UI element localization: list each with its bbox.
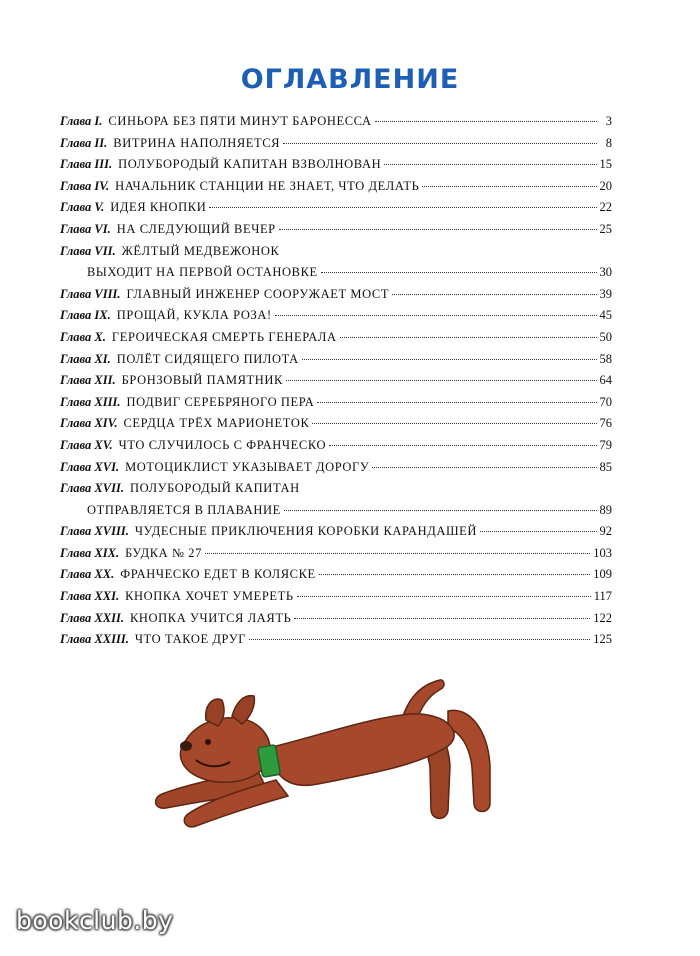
chapter-number: Глава IX. <box>60 308 111 323</box>
page-number: 8 <box>605 135 612 150</box>
page-number: 58 <box>599 351 612 366</box>
toc-entry <box>60 416 612 438</box>
toc-entry <box>60 330 612 352</box>
chapter-title: КНОПКА УЧИТСЯ ЛАЯТЬ <box>129 610 292 625</box>
chapter-title: ПОЛЁТ СИДЯЩЕГО ПИЛОТА <box>116 351 299 366</box>
page-number: 89 <box>599 502 612 517</box>
chapter-number: Глава X. <box>60 329 106 344</box>
page-number: 50 <box>599 329 612 344</box>
page-number: 3 <box>605 114 612 128</box>
toc-entry <box>60 632 612 654</box>
page-number: 15 <box>599 157 612 172</box>
chapter-title: НАЧАЛЬНИК СТАНЦИИ НЕ ЗНАЕТ, ЧТО ДЕЛАТЬ <box>115 178 420 193</box>
chapter-number: Глава IV. <box>60 178 110 193</box>
chapter-number: Глава II. <box>60 135 108 150</box>
dot-leader <box>283 143 597 144</box>
chapter-title: ЧТО ТАКОЕ ДРУГ <box>134 632 247 647</box>
toc-entry <box>60 589 612 611</box>
dot-leader <box>249 639 590 640</box>
chapter-number: Глава XXIII. <box>60 632 129 647</box>
toc-entry <box>60 373 612 395</box>
dot-leader <box>321 272 597 273</box>
toc-entry <box>60 352 612 374</box>
toc-entry <box>60 524 612 546</box>
chapter-number: Глава XVII. <box>60 481 124 496</box>
chapter-number: Глава VII. <box>60 243 116 258</box>
chapter-title-continued: ОТПРАВЛЯЕТСЯ В ПЛАВАНИЕ <box>87 502 281 517</box>
chapter-number: Глава XVI. <box>60 459 120 474</box>
toc-entry <box>60 136 612 158</box>
toc-entry <box>60 460 612 482</box>
dot-leader <box>384 164 596 165</box>
chapter-number: Глава III. <box>60 157 113 172</box>
dot-leader <box>422 186 596 187</box>
toc-entry <box>60 287 612 309</box>
toc-entry <box>60 438 612 460</box>
page-number: 103 <box>593 545 612 560</box>
toc-entry <box>60 395 612 417</box>
chapter-title: КНОПКА ХОЧЕТ УМЕРЕТЬ <box>125 589 294 604</box>
page-number: 79 <box>599 437 612 452</box>
dot-leader <box>294 618 590 619</box>
page-number: 76 <box>599 416 612 431</box>
toc-entry <box>60 179 612 201</box>
toc-entry <box>60 567 612 589</box>
chapter-title: ЧУДЕСНЫЕ ПРИКЛЮЧЕНИЯ КОРОБКИ КАРАНДАШЕЙ <box>134 524 478 539</box>
toc-entry <box>60 611 612 633</box>
dot-leader <box>480 531 596 532</box>
chapter-number: Глава XV. <box>60 437 113 452</box>
chapter-title: БУДКА № 27 <box>125 545 202 560</box>
dot-leader <box>375 121 597 122</box>
chapter-title: ПОЛУБОРОДЫЙ КАПИТАН <box>129 481 300 496</box>
dog-illustration <box>148 676 508 836</box>
toc-entry <box>60 244 612 266</box>
page-number: 20 <box>599 178 612 193</box>
dot-leader <box>329 445 596 446</box>
chapter-number: Глава V. <box>60 200 105 215</box>
page-number: 45 <box>599 308 612 323</box>
chapter-number: Глава XIX. <box>60 545 120 560</box>
chapter-title: ПРОЩАЙ, КУКЛА РОЗА! <box>116 308 272 323</box>
chapter-title: ЧТО СЛУЧИЛОСЬ С ФРАНЧЕСКО <box>118 437 327 452</box>
chapter-title-continued: ВЫХОДИТ НА ПЕРВОЙ ОСТАНОВКЕ <box>87 265 318 280</box>
chapter-number: Глава I. <box>60 114 103 128</box>
chapter-title: МОТОЦИКЛИСТ УКАЗЫВАЕТ ДОРОГУ <box>125 459 370 474</box>
page-number: 25 <box>599 221 612 236</box>
dot-leader <box>205 553 590 554</box>
page-number: 125 <box>593 632 612 647</box>
chapter-number: Глава XI. <box>60 351 111 366</box>
toc-entry <box>60 200 612 222</box>
chapter-number: Глава XVIII. <box>60 524 129 539</box>
page-number: 117 <box>593 589 612 604</box>
chapter-title: ЖЁЛТЫЙ МЕДВЕЖОНОК <box>121 243 280 258</box>
chapter-title: БРОНЗОВЫЙ ПАМЯТНИК <box>121 373 283 388</box>
toc-entry <box>60 114 612 136</box>
table-of-contents <box>60 114 612 654</box>
dot-leader <box>275 315 597 316</box>
chapter-title: ВИТРИНА НАПОЛНЯЕТСЯ <box>113 135 281 150</box>
chapter-number: Глава XXII. <box>60 610 124 625</box>
chapter-title: ИДЕЯ КНОПКИ <box>110 200 207 215</box>
page-number: 22 <box>599 200 612 215</box>
chapter-title: НА СЛЕДУЮЩИЙ ВЕЧЕР <box>116 221 276 236</box>
watermark: bookclub.by <box>16 906 174 935</box>
chapter-number: Глава XII. <box>60 373 116 388</box>
chapter-title: ПОДВИГ СЕРЕБРЯНОГО ПЕРА <box>126 394 315 409</box>
page-number: 30 <box>599 265 612 280</box>
toc-entry-continuation <box>60 265 612 287</box>
chapter-number: Глава XIV. <box>60 416 118 431</box>
dot-leader <box>284 510 597 511</box>
chapter-number: Глава VI. <box>60 221 111 236</box>
chapter-title: ПОЛУБОРОДЫЙ КАПИТАН ВЗВОЛНОВАН <box>118 157 382 172</box>
toc-entry <box>60 222 612 244</box>
toc-entry-continuation <box>60 503 612 525</box>
page-number: 109 <box>593 567 612 582</box>
page-number: 64 <box>599 373 612 388</box>
dot-leader <box>317 402 596 403</box>
chapter-number: Глава XIII. <box>60 394 121 409</box>
chapter-number: Глава XX. <box>60 567 115 582</box>
toc-entry <box>60 546 612 568</box>
dot-leader <box>312 423 596 424</box>
toc-entry <box>60 157 612 179</box>
dot-leader <box>319 574 590 575</box>
page-number: 85 <box>599 459 612 474</box>
page-number: 92 <box>599 524 612 539</box>
page-number: 39 <box>599 286 612 301</box>
chapter-title: СЕРДЦА ТРЁХ МАРИОНЕТОК <box>123 416 310 431</box>
dot-leader <box>286 380 597 381</box>
page-title: ОГЛАВЛЕНИЕ <box>240 64 460 95</box>
dot-leader <box>392 294 596 295</box>
chapter-number: Глава VIII. <box>60 286 121 301</box>
chapter-number: Глава XXI. <box>60 589 120 604</box>
toc-entry <box>60 308 612 330</box>
page-number: 70 <box>599 394 612 409</box>
dot-leader <box>340 337 597 338</box>
dot-leader <box>372 467 596 468</box>
dot-leader <box>209 207 596 208</box>
page-number: 122 <box>593 610 612 625</box>
dot-leader <box>302 359 597 360</box>
chapter-title: ФРАНЧЕСКО ЕДЕТ В КОЛЯСКЕ <box>120 567 316 582</box>
chapter-title: ГЛАВНЫЙ ИНЖЕНЕР СООРУЖАЕТ МОСТ <box>126 286 390 301</box>
chapter-title: ГЕРОИЧЕСКАЯ СМЕРТЬ ГЕНЕРАЛА <box>111 329 337 344</box>
dot-leader <box>297 596 591 597</box>
toc-entry <box>60 481 612 503</box>
chapter-title: СИНЬОРА БЕЗ ПЯТИ МИНУТ БАРОНЕССА <box>108 114 372 128</box>
dot-leader <box>279 229 597 230</box>
